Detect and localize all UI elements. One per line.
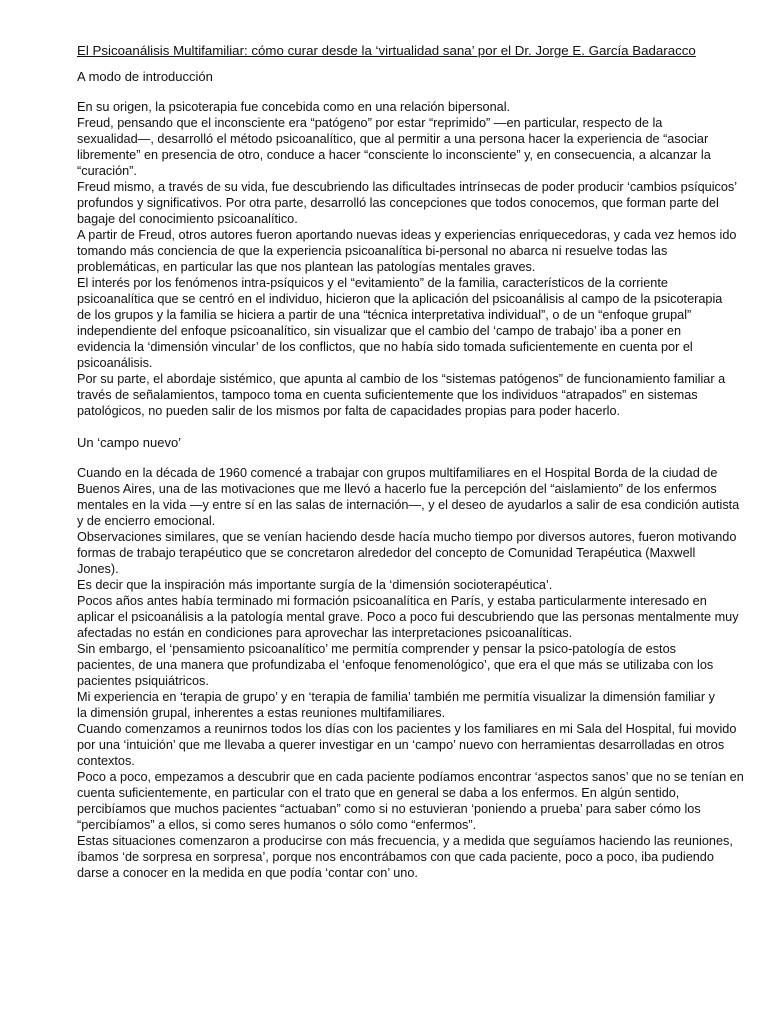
paragraph-line: psicoanalítica que se centró en el individuo, hicieron que la aplicación del psicoanálisis al campo de la psicoterapia	[77, 292, 723, 306]
paragraph-line: de los grupos y la familia se hiciera a partir de una “técnica interpretativa individual”, o de un “enfoque grupal”	[77, 308, 692, 322]
section-heading: A modo de introducción	[77, 69, 213, 84]
paragraph-line: mentales en la vida —y entre sí en las salas de internación—, y el deseo de ayudarlos a salir de esa condición autista	[77, 498, 740, 512]
paragraph-line: Por su parte, el abordaje sistémico, que apunta al cambio de los “sistemas patógenos” de funcionamiento familiar a	[77, 372, 726, 386]
paragraph-line: Freud, pensando que el inconsciente era “patógeno” por estar “reprimido” —en particular, respecto de la	[77, 116, 663, 130]
paragraph-line: aplicar el psicoanálisis a la patología mental grave. Poco a poco fui descubriendo que las personas mentalmente muy	[77, 610, 739, 624]
paragraph-line: sexualidad—, desarrolló el método psicoanalítico, que al permitir a una persona hacer la experiencia de “asociar	[77, 132, 709, 146]
paragraph	[77, 371, 726, 419]
paragraph	[77, 577, 698, 593]
paragraph-line: íbamos ‘de sorpresa en sorpresa’, porque nos encontrábamos con que cada paciente, poco a poco, iba pudiendo	[77, 850, 714, 864]
paragraph-line: profundos y significativos. Por otra parte, desarrolló las concepciones que todos conocemos, que forman parte del	[77, 196, 719, 210]
paragraph-line: “percibíamos” a ellos, si como seres humanos o sólo como “enfermos”.	[77, 818, 477, 832]
paragraph-line: tomando más conciencia de que la experiencia psicoanalítica bi-personal no abarca ni resuelve todas las	[77, 244, 668, 258]
document-section	[77, 435, 744, 881]
paragraph-line: percibíamos que muchos pacientes “actuaban” como si no estuvieran ‘poniendo a prueba’ para saber cómo los	[77, 802, 701, 816]
paragraph-line: A partir de Freud, otros autores fueron aportando nuevas ideas y experiencias enriquecedoras, y cada vez hemos ido	[77, 228, 737, 242]
paragraph-line: Buenos Aires, una de las motivaciones que me llevó a hacerlo fue la percepción del “aislamiento” de los enfermos	[77, 482, 717, 496]
paragraph	[77, 641, 714, 689]
paragraph-line: pacientes psiquiátricos.	[77, 674, 209, 688]
paragraph-line: problemáticas, en particular las que nos plantean las patologías mentales graves.	[77, 260, 536, 274]
paragraph	[77, 275, 723, 371]
paragraph-line: libremente” en presencia de otro, conduce a hacer “consciente lo inconsciente” y, en consecuencia, a alcanzar la	[77, 148, 711, 162]
paragraph-line: En su origen, la psicoterapia fue concebida como en una relación bipersonal.	[77, 100, 511, 114]
paragraph-line: través de señalamientos, tampoco toma en cuenta suficientemente que los individuos “atrapados” en sistemas	[77, 388, 698, 402]
paragraph-line: pacientes, de una manera que profundizaba el ‘enfoque fenomenológico’, que era el que más se utilizaba con los	[77, 658, 714, 672]
paragraph	[77, 227, 737, 275]
document-title: El Psicoanálisis Multifamiliar: cómo curar desde la ‘virtualidad sana’ por el Dr. Jorge E. García Badaracco	[77, 43, 696, 58]
paragraph-line: Mi experiencia en ‘terapia de grupo’ y en ‘terapia de familia’ también me permitía visualizar la dimensión familiar y	[77, 690, 715, 704]
paragraph-line: formas de trabajo terapéutico que se concretaron alrededor del concepto de Comunidad Terapéutica (Maxwell	[77, 546, 696, 560]
paragraph	[77, 179, 738, 227]
paragraph-line: Cuando en la década de 1960 comencé a trabajar con grupos multifamiliares en el Hospital Borda de la ciudad de	[77, 466, 718, 480]
paragraph-line: por una ‘intuición’ que me llevaba a querer investigar en un ‘campo’ nuevo con herramientas desarrolladas en otros	[77, 738, 725, 752]
paragraph-line: Freud mismo, a través de su vida, fue descubriendo las dificultades intrínsecas de poder producir ‘cambios psíquicos’	[77, 180, 738, 194]
paragraph-line: Observaciones similares, que se venían haciendo desde hacía mucho tiempo por diversos autores, fueron motivando	[77, 530, 737, 544]
document-section	[77, 69, 738, 419]
paragraph-line: Jones).	[77, 562, 119, 576]
paragraph	[77, 529, 737, 577]
paragraph-line: y de encierro emocional.	[77, 514, 216, 528]
document-body	[77, 69, 744, 881]
paragraph-line: Cuando comenzamos a reunirnos todos los días con los pacientes y los familiares en mi Sala del Hospital, fui movido	[77, 722, 737, 736]
paragraph-line: Estas situaciones comenzaron a producirse con más frecuencia, y a medida que seguíamos haciendo las reuniones,	[77, 834, 733, 848]
paragraph-line: El interés por los fenómenos intra-psíquicos y el “evitamiento” de la familia, característicos de la corriente	[77, 276, 668, 290]
paragraph-line: patológicos, no pueden salir de los mismos por falta de capacidades propias para poder hacerlo.	[77, 404, 621, 418]
paragraph-line: la dimensión grupal, inherentes a estas reuniones multifamiliares.	[77, 706, 446, 720]
paragraph	[77, 99, 698, 115]
paragraph	[77, 721, 737, 769]
paragraph	[77, 115, 711, 179]
paragraph-line: “curación”.	[77, 164, 137, 178]
paragraph-line: Sin embargo, el ‘pensamiento psicoanalítico’ me permitía comprender y pensar la psico-patología de estos	[77, 642, 676, 656]
paragraph-line: Es decir que la inspiración más importante surgía de la ‘dimensión socioterapéutica’.	[77, 578, 553, 592]
paragraph-line: cuenta suficientemente, en particular con el trato que en general se daba a los enfermos. En algún sentido,	[77, 786, 680, 800]
paragraph-line: afectadas no están en condiciones para aprovechar las interpretaciones psicoanalíticas.	[77, 626, 573, 640]
paragraph	[77, 593, 739, 641]
paragraph	[77, 465, 740, 529]
paragraph	[77, 769, 744, 833]
paragraph-line: psicoanálisis.	[77, 356, 153, 370]
paragraph	[77, 689, 715, 721]
paragraph	[77, 833, 733, 881]
paragraph-line: contextos.	[77, 754, 135, 768]
paragraph-line: Pocos años antes había terminado mi formación psicoanalítica en París, y estaba particularmente interesado en	[77, 594, 707, 608]
section-heading: Un ‘campo nuevo’	[77, 435, 182, 450]
paragraph-line: bagaje del conocimiento psicoanalítico.	[77, 212, 298, 226]
paragraph-line: independiente del enfoque psicoanalítico, sin visualizar que el cambio del ‘campo de trabajo’ iba a poner en	[77, 324, 681, 338]
paragraph-line: evidencia la ‘dimensión vincular’ de los conflictos, que no había sido tomada suficientemente en cuenta por el	[77, 340, 693, 354]
paragraph-line: Poco a poco, empezamos a descubrir que en cada paciente podíamos encontrar ‘aspectos sanos’ que no se tenían en	[77, 770, 744, 784]
paragraph-line: darse a conocer en la medida en que podía ‘contar con’ uno.	[77, 866, 418, 880]
